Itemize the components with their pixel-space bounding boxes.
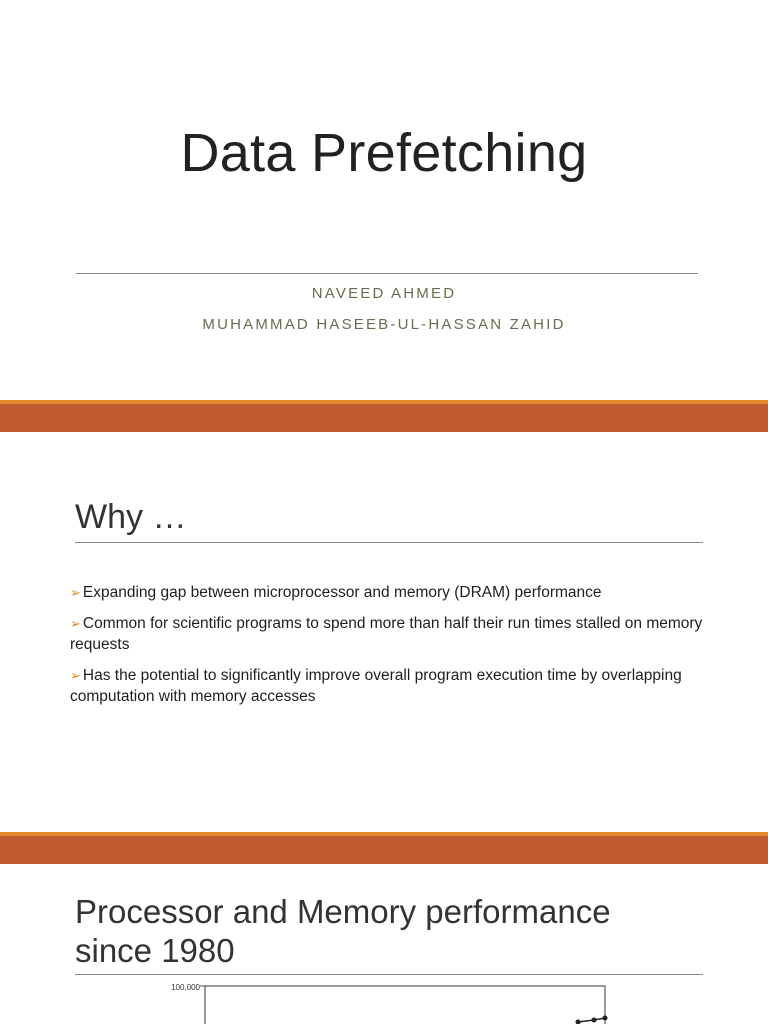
slide-heading	[75, 892, 695, 970]
chart-tick-label: 100,000	[171, 983, 200, 992]
data-point	[592, 1018, 597, 1023]
chart-plot-area	[205, 986, 605, 1024]
slide-heading: Why …	[75, 498, 187, 536]
performance-chart	[160, 980, 620, 1024]
bullet-item	[70, 613, 710, 655]
arrow-bullet-icon: ➢	[70, 668, 81, 683]
slide-separator	[0, 832, 768, 864]
heading-divider-line	[75, 542, 703, 543]
slide-title: Data Prefetching	[180, 123, 588, 183]
bullet-list	[70, 582, 710, 717]
heading-divider-line	[75, 974, 703, 975]
author-name: NAVEED AHMED	[311, 285, 457, 302]
data-point	[576, 1020, 581, 1024]
bullet-item	[70, 665, 710, 707]
bullet-text: Expanding gap between microprocessor and memory (DRAM) performance	[82, 584, 602, 601]
arrow-bullet-icon: ➢	[70, 616, 81, 631]
bullet-text: Common for scientific programs to spend more than half their run times stalled on memory requests	[70, 615, 703, 653]
bullet-item	[70, 582, 710, 603]
author-name: MUHAMMAD HASEEB-UL-HASSAN ZAHID	[202, 316, 566, 333]
data-point	[603, 1016, 608, 1021]
performance-slide	[0, 864, 768, 1024]
slide-heading-line: since 1980	[75, 932, 235, 969]
arrow-bullet-icon: ➢	[70, 585, 81, 600]
why-slide	[0, 432, 768, 832]
title-divider-line	[76, 273, 698, 274]
slide-separator	[0, 400, 768, 432]
title-slide	[0, 0, 768, 400]
slide-heading-line: Processor and Memory performance	[75, 893, 611, 930]
bullet-text: Has the potential to significantly improve overall program execution time by overlapping computation with memory accesses	[70, 667, 682, 705]
